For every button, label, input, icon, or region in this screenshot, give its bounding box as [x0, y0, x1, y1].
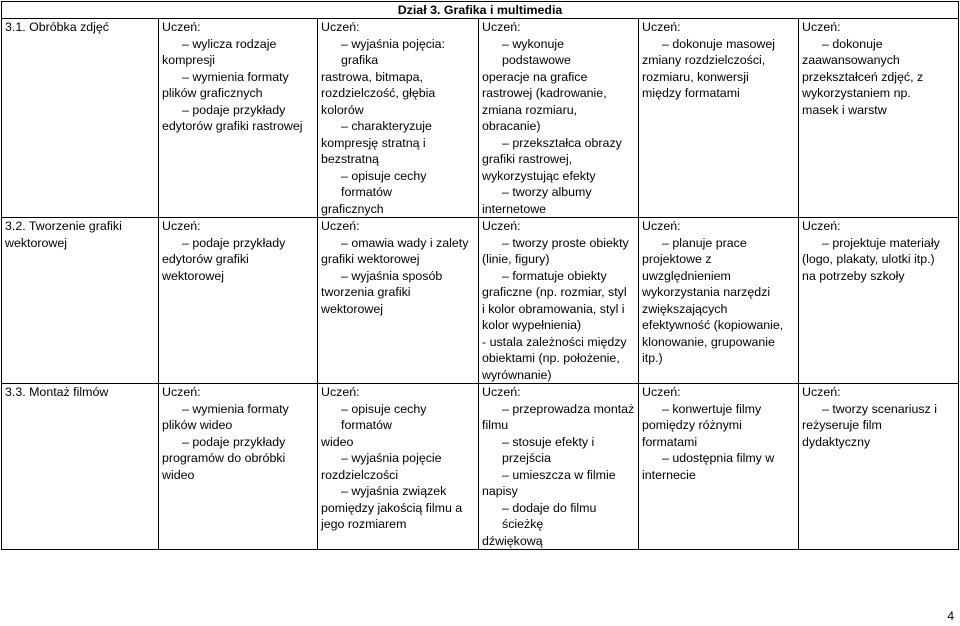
requirement-cell [159, 384, 318, 550]
bullet-continuation: wideo [162, 467, 195, 482]
bullet-continuation: internecie [642, 467, 696, 482]
bullet-continuation: - ustala zależności między [482, 334, 627, 349]
bullet-continuation: filmu [482, 418, 509, 432]
bullet-item: – przeprowadza montaż [502, 401, 635, 416]
bullet-continuation: itp.) [642, 351, 663, 365]
bullet-continuation: operacje na grafice [482, 69, 588, 84]
bullet-item: – podaje przykłady [182, 102, 286, 117]
bullet-continuation: programów do obróbki [162, 451, 286, 465]
requirement-cell [479, 384, 639, 550]
bullet-item: – opisuje cechy formatów [341, 168, 427, 199]
requirement-cell [318, 384, 479, 550]
cell-heading: Uczeń: [642, 20, 681, 34]
bullet-item: – formatuje obiekty [502, 268, 607, 283]
bullet-continuation: uwzględnieniem [642, 268, 731, 283]
bullet-item: – udostępnia filmy w [662, 451, 775, 465]
requirement-cell [159, 19, 318, 218]
bullet-item: – projektuje materiały [822, 235, 940, 250]
bullet-continuation: zwiększających [642, 301, 728, 316]
bullet-item: – dodaje do filmu ścieżkę [502, 500, 597, 531]
page-number: 4 [947, 609, 954, 623]
bullet-continuation: dźwiękową [482, 533, 543, 548]
bullet-continuation: graficzne (np. rozmiar, styl [482, 285, 627, 299]
bullet-continuation: wektorowej [321, 301, 383, 316]
requirement-cell [318, 218, 479, 384]
bullet-continuation: rozdzielczość, głębia [321, 86, 436, 100]
table-row [2, 19, 959, 218]
cell-heading: Uczeń: [642, 385, 681, 399]
bullet-item: – wyjaśnia związek [341, 484, 447, 498]
bullet-continuation: na potrzeby szkoły [802, 268, 905, 283]
bullet-continuation: edytorów grafiki rastrowej [162, 119, 303, 133]
bullet-continuation: pomiędzy różnymi [642, 418, 742, 432]
bullet-continuation: wykorzystania narzędzi [642, 285, 771, 299]
bullet-continuation: rastrowa, bitmapa, [321, 69, 423, 84]
cell-heading: Uczeń: [802, 219, 841, 233]
requirement-cell [639, 218, 799, 384]
title-row [2, 2, 959, 19]
bullet-continuation: grafiki wektorowej [321, 252, 420, 266]
bullet-continuation: rozmiaru, konwersji [642, 69, 749, 84]
cell-heading: Uczeń: [162, 219, 201, 233]
bullet-continuation: efektywność (kopiowanie, [642, 318, 784, 332]
cell-heading: Uczeń: [802, 385, 841, 399]
bullet-item: – wymienia formaty [182, 69, 289, 84]
bullet-continuation: jego rozmiarem [321, 517, 407, 531]
bullet-item: – podaje przykłady [182, 235, 286, 250]
bullet-continuation: wektorowej [162, 268, 224, 283]
bullet-item: – przekształca obrazy [502, 135, 622, 150]
requirement-cell [799, 19, 959, 218]
bullet-continuation: wykorzystaniem np. [802, 86, 911, 100]
requirement-cell [318, 19, 479, 218]
bullet-continuation: kolor wypełnienia) [482, 318, 582, 332]
bullet-item: – wymienia formaty [182, 401, 289, 416]
bullet-continuation: (logo, plakaty, ulotki itp.) [802, 252, 935, 266]
cell-heading: Uczeń: [642, 219, 681, 233]
bullet-item: – opisuje cechy formatów [341, 401, 427, 432]
bullet-continuation: kolorów [321, 102, 364, 117]
bullet-continuation: wideo [321, 434, 354, 449]
bullet-continuation: plików wideo [162, 418, 233, 432]
bullet-item: – wykonuje podstawowe [502, 36, 571, 67]
bullet-item: – tworzy albumy [502, 185, 592, 199]
bullet-item: – umieszcza w filmie [502, 467, 616, 482]
bullet-continuation: wyrównanie) [482, 367, 552, 382]
requirement-cell [639, 384, 799, 550]
requirement-cell [799, 218, 959, 384]
bullet-continuation: przekształceń zdjęć, z [802, 69, 924, 84]
cell-heading: Uczeń: [162, 385, 201, 399]
bullet-item: – tworzy proste obiekty [502, 235, 629, 250]
bullet-continuation: dydaktyczny [802, 434, 871, 449]
cell-heading: Uczeń: [321, 385, 360, 399]
bullet-continuation: projektowe z [642, 252, 712, 266]
bullet-continuation: (linie, figury) [482, 252, 550, 266]
bullet-item: – tworzy scenariusz i [822, 401, 937, 416]
bullet-item: – konwertuje filmy [662, 401, 762, 416]
bullet-item: – omawia wady i zalety [341, 235, 469, 250]
bullet-item: – stosuje efekty i przejścia [502, 434, 595, 465]
bullet-continuation: obracanie) [482, 119, 541, 133]
bullet-continuation: edytorów grafiki [162, 252, 249, 266]
requirement-cell [479, 19, 639, 218]
bullet-continuation: bezstratną [321, 152, 379, 166]
topic-cell: 3.1. Obróbka zdjęć [2, 19, 159, 218]
topic-cell: 3.3. Montaż filmów [2, 384, 159, 550]
requirement-cell [639, 19, 799, 218]
requirement-cell [159, 218, 318, 384]
cell-heading: Uczeń: [482, 219, 521, 233]
requirement-cell [479, 218, 639, 384]
table-row [2, 218, 959, 384]
bullet-continuation: kompresję stratną i [321, 135, 426, 150]
cell-heading: Uczeń: [321, 20, 360, 34]
bullet-continuation: rastrowej (kadrowanie, [482, 86, 607, 100]
topic-cell: 3.2. Tworzenie grafiki wektorowej [2, 218, 159, 384]
cell-heading: Uczeń: [321, 219, 360, 233]
curriculum-table [1, 1, 959, 550]
bullet-item: – dokonuje [822, 36, 883, 51]
bullet-item: – dokonuje masowej [662, 36, 775, 51]
bullet-continuation: graficznych [321, 201, 384, 216]
bullet-continuation: pomiędzy jakością filmu a [321, 500, 463, 515]
cell-heading: Uczeń: [162, 20, 201, 34]
bullet-continuation: tworzenia grafiki [321, 285, 411, 299]
bullet-continuation: grafiki rastrowej, [482, 152, 573, 166]
bullet-continuation: i kolor obramowania, styl i [482, 301, 625, 316]
bullet-continuation: zmiana rozmiaru, [482, 102, 578, 117]
bullet-continuation: obiektami (np. położenie, [482, 351, 620, 365]
cell-heading: Uczeń: [482, 20, 521, 34]
bullet-item: – charakteryzuje [341, 119, 432, 133]
cell-heading: Uczeń: [482, 385, 521, 399]
requirement-cell [799, 384, 959, 550]
bullet-item: – planuje prace [662, 235, 747, 250]
bullet-continuation: zmiany rozdzielczości, [642, 53, 766, 67]
section-title: Dział 3. Grafika i multimedia [2, 2, 959, 19]
bullet-item: – podaje przykłady [182, 434, 286, 449]
cell-heading: Uczeń: [802, 20, 841, 34]
bullet-continuation: formatami [642, 434, 698, 449]
bullet-item: – wyjaśnia pojęcie [341, 451, 442, 465]
bullet-continuation: wykorzystując efekty [482, 168, 596, 183]
bullet-item: – wyjaśnia sposób [341, 268, 443, 283]
bullet-continuation: plików graficznych [162, 86, 263, 100]
bullet-continuation: rozdzielczości [321, 467, 399, 482]
bullet-continuation: zaawansowanych [802, 53, 900, 67]
bullet-continuation: kompresji [162, 53, 216, 67]
bullet-continuation: między formatami [642, 86, 740, 100]
bullet-continuation: internetowe [482, 201, 547, 216]
bullet-item: – wylicza rodzaje [182, 36, 277, 51]
bullet-continuation: napisy [482, 484, 518, 498]
bullet-continuation: masek i warstw [802, 102, 887, 117]
table-row [2, 384, 959, 550]
bullet-continuation: reżyseruje film [802, 418, 882, 432]
bullet-continuation: klonowanie, grupowanie [642, 334, 775, 349]
bullet-item: – wyjaśnia pojęcia: grafika [341, 36, 446, 67]
